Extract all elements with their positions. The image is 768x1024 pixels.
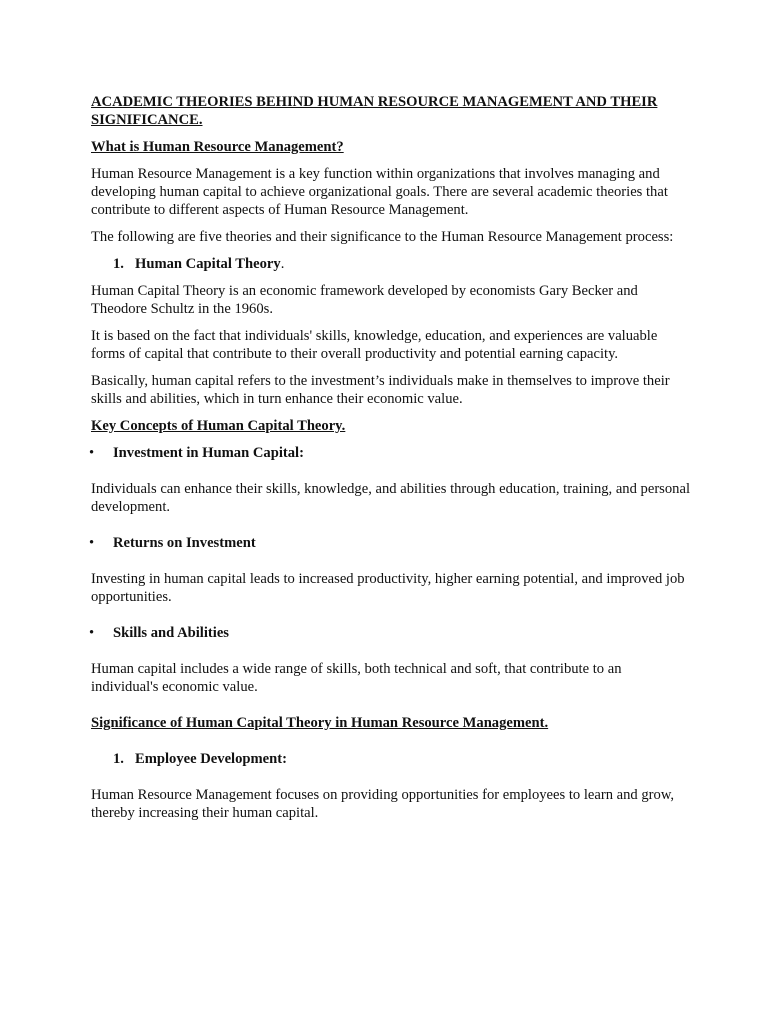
bullet-description: Human capital includes a wide range of skills, both technical and soft, that contribute to an individual's economic value. [91, 661, 622, 695]
bullet-description: Individuals can enhance their skills, knowledge, and abilities through education, training, and personal development. [91, 481, 690, 515]
body-paragraph: Human Capital Theory is an economic framework developed by economists Gary Becker and Theodore Schultz in the 1960s. [91, 283, 638, 317]
intro-paragraph: The following are five theories and their significance to the Human Resource Management process: [91, 229, 674, 245]
bullet-label: Investment in Human Capital: [113, 445, 304, 461]
bullet-label: Skills and Abilities [113, 625, 229, 641]
list-label: Employee Development: [135, 751, 287, 767]
body-paragraph: Human Resource Management focuses on providing opportunities for employees to learn and grow, thereby increasing their human capital. [91, 787, 675, 821]
bullet-icon: • [89, 535, 95, 551]
intro-paragraph: Human Resource Management is a key function within organizations that involves managing and developing human capital to achieve organizational goals. There are several academic theories that contribute to different aspects of Human Resource Management. [91, 166, 668, 218]
list-label: Human Capital Theory [135, 256, 281, 272]
bullet-icon: • [89, 445, 95, 461]
bullet-label: Returns on Investment [113, 535, 256, 551]
document-page [91, 93, 691, 831]
section-heading-significance: Significance of Human Capital Theory in Human Resource Management. [91, 715, 549, 731]
section-heading-what-is-hrm: What is Human Resource Management? [91, 139, 344, 155]
bullet-item [91, 444, 691, 462]
bullet-icon: • [89, 625, 95, 641]
body-paragraph: Basically, human capital refers to the investment’s individuals make in themselves to improve their skills and abilities, which in turn enhance their economic value. [91, 373, 670, 407]
list-label-suffix: . [280, 256, 285, 272]
bullet-item [91, 534, 691, 552]
body-paragraph: It is based on the fact that individuals' skills, knowledge, education, and experiences are valuable forms of capital that contribute to their overall productivity and potential earning capacity. [91, 328, 658, 362]
section-heading-key-concepts: Key Concepts of Human Capital Theory. [91, 418, 346, 434]
numbered-heading-employee-development [91, 750, 691, 768]
list-number: 1. [113, 751, 124, 767]
document-title: ACADEMIC THEORIES BEHIND HUMAN RESOURCE MANAGEMENT AND THEIR SIGNIFICANCE. [91, 94, 658, 128]
list-number: 1. [113, 256, 124, 272]
bullet-item [91, 624, 691, 642]
numbered-heading-human-capital-theory [91, 255, 691, 273]
bullet-description: Investing in human capital leads to increased productivity, higher earning potential, and improved job opportunities. [91, 571, 685, 605]
